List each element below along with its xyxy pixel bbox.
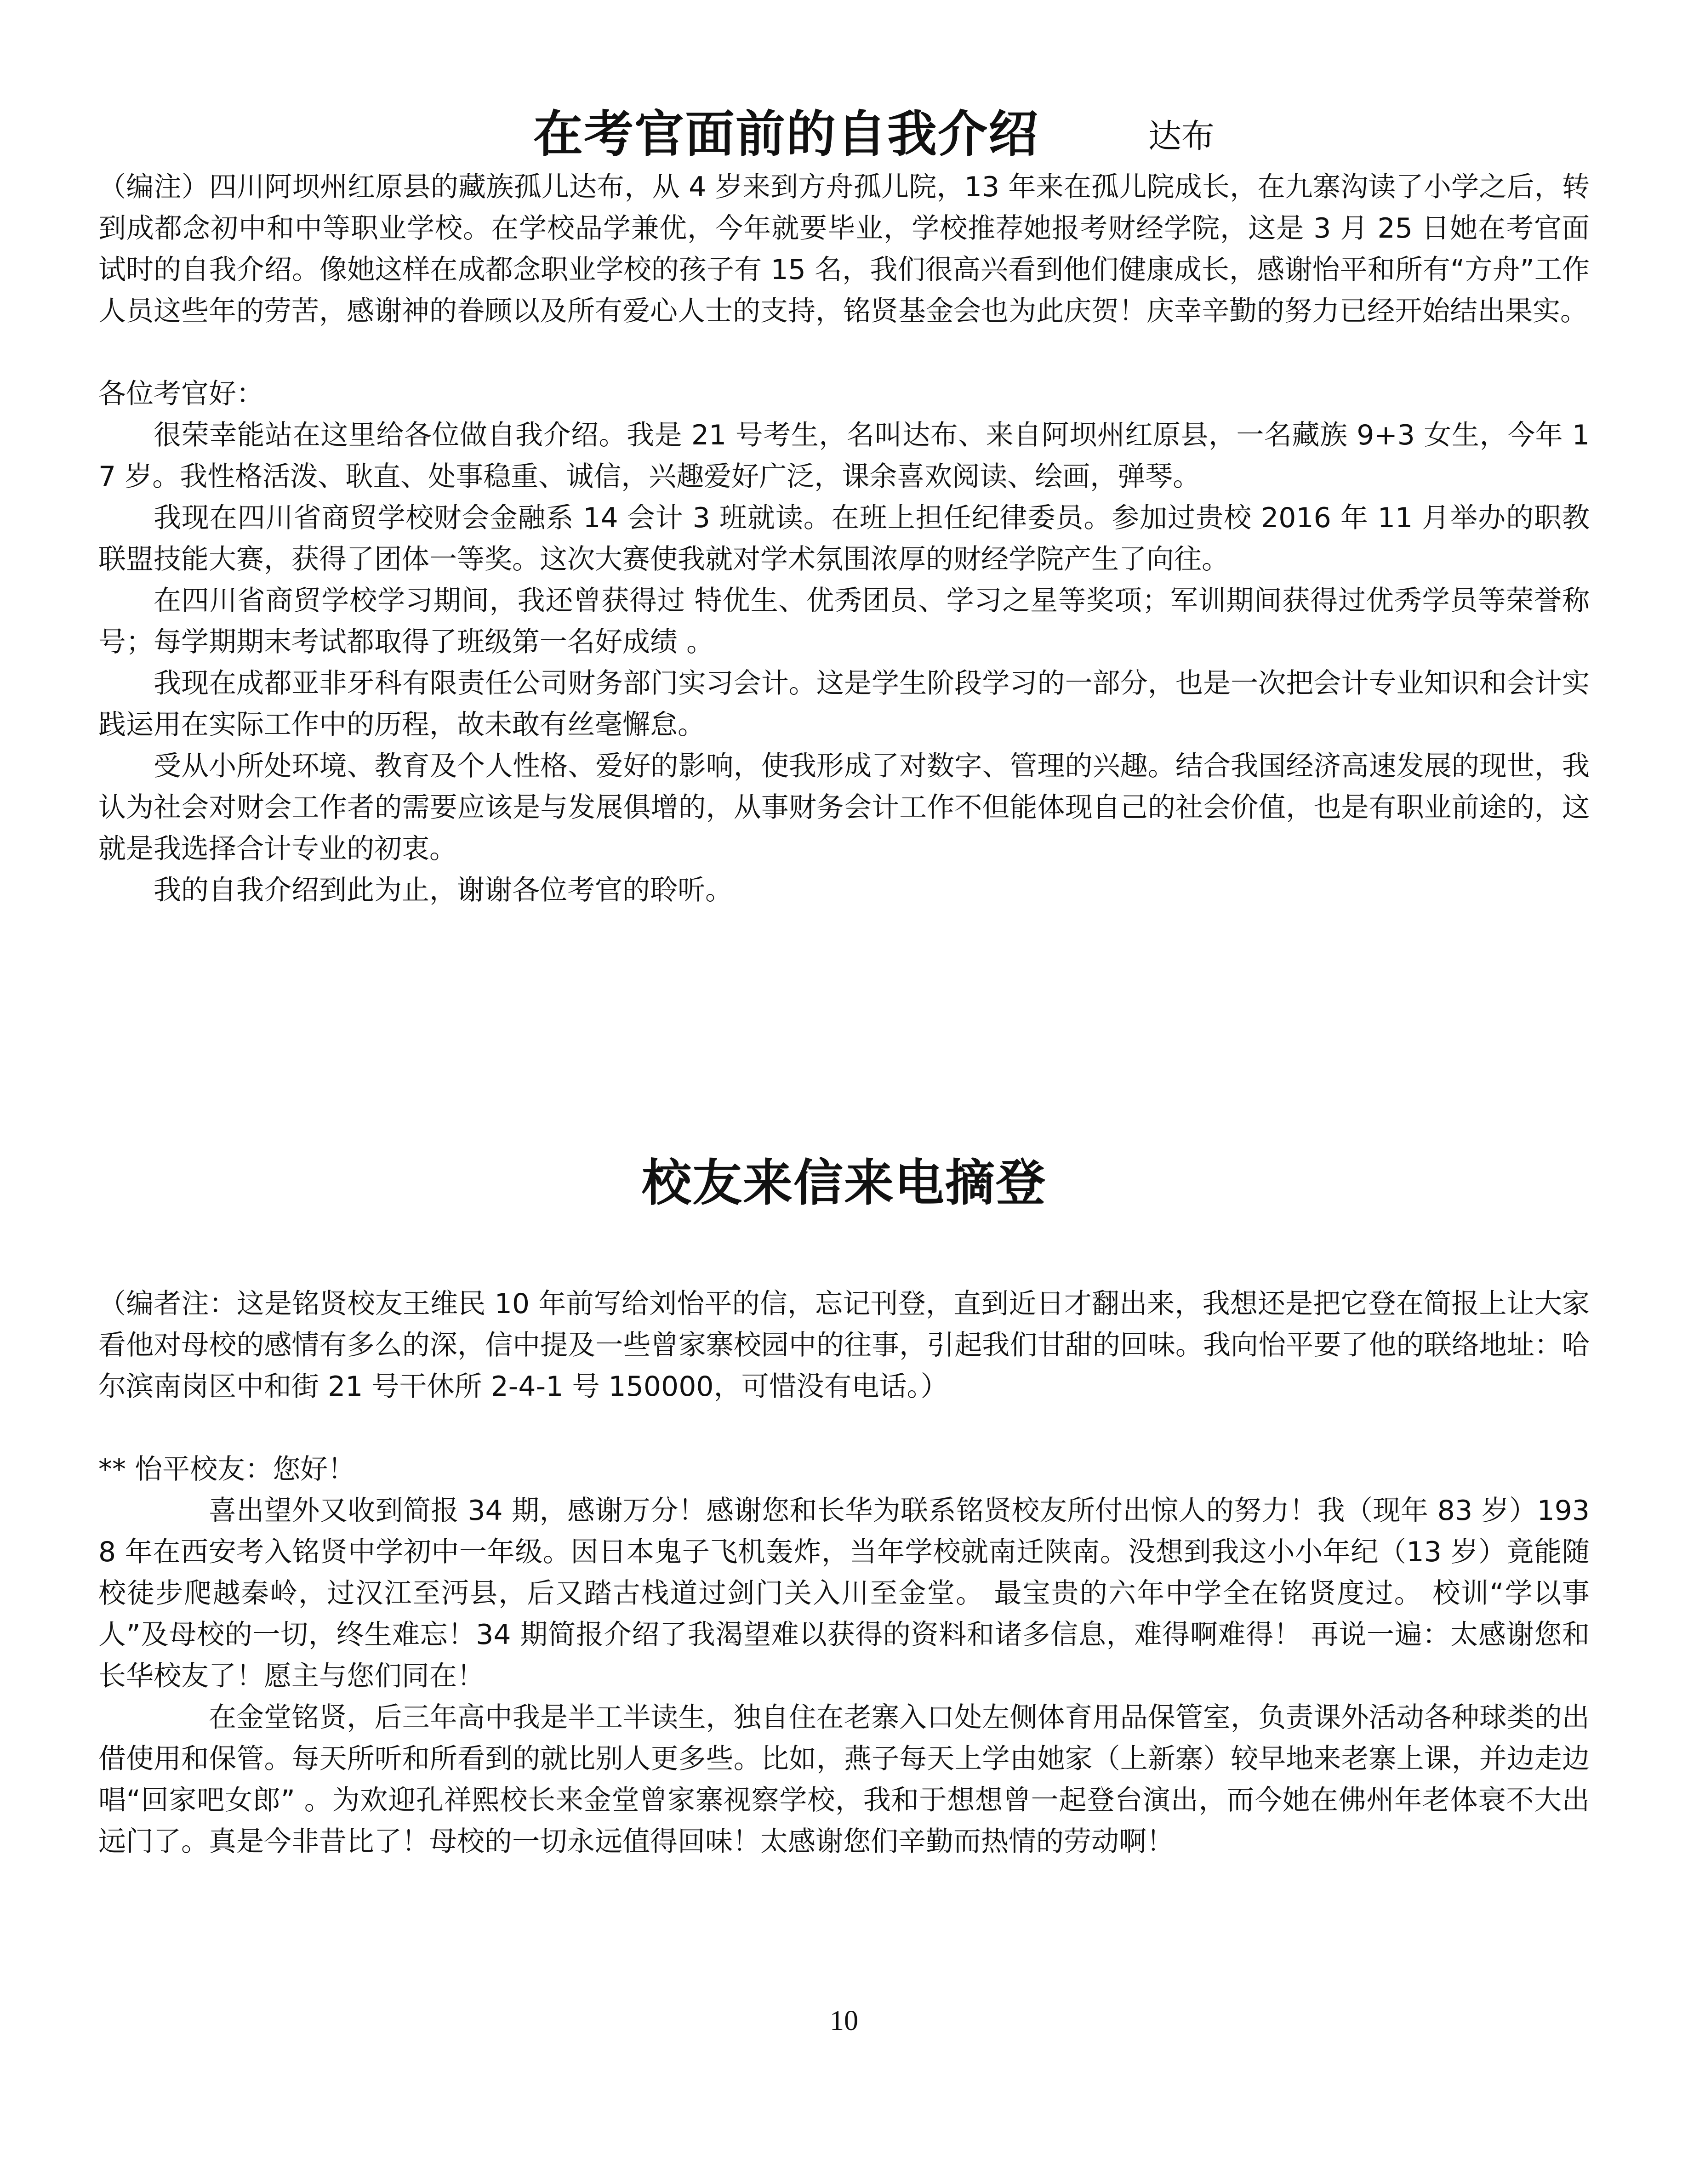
article-body — [98, 166, 1590, 911]
editor-note: （编者注：这是铭贤校友王维民 10 年前写给刘怡平的信，忘记刊登，直到近日才翻出来，我想还是把它登在简报上让大家看他对母校的感情有多么的深，信中提及一些曾家寨校园中的往事，引起我们甘甜的回味。我向怡平要了他的联络地址：哈尔滨南岗区中和街 21 号干休所 2-4-1 号 150000，可惜没有电话。） — [98, 1288, 1590, 1403]
article-author: 达布 — [1148, 117, 1215, 155]
letter-salutation: ** 怡平校友：您好！ — [98, 1453, 356, 1485]
paragraph: 我现在四川省商贸学校财会金融系 14 会计 3 班就读。在班上担任纪律委员。参加过贵校 2016 年 11 月举办的职教联盟技能大赛，获得了团体一等奖。这次大赛使我就对学术氛围浓厚的财经学院产生了向往。 — [98, 502, 1590, 575]
paragraph: 受从小所处环境、教育及个人性格、爱好的影响，使我形成了对数字、管理的兴趣。结合我国经济高速发展的现世，我认为社会对财会工作者的需要应该是与发展俱增的，从事财务会计工作不但能体现自己的社会价值，也是有职业前途的，这就是我选择合计专业的初衷。 — [98, 750, 1590, 865]
section-title: 校友来信来电摘登 — [641, 1155, 1046, 1212]
paragraph: 在四川省商贸学校学习期间，我还曾获得过 特优生、优秀团员、学习之星等奖项；军训期间获得过优秀学员等荣誉称号；每学期期末考试都取得了班级第一名好成绩 。 — [98, 585, 1590, 658]
page-number: 10 — [830, 2005, 858, 2036]
greeting: 各位考官好： — [98, 378, 264, 410]
paragraph: 我的自我介绍到此为止，谢谢各位考官的聆听。 — [154, 874, 733, 906]
letter-paragraph: 在金堂铭贤，后三年高中我是半工半读生，独自住在老寨入口处左侧体育用品保管室，负责课外活动各种球类的出借使用和保管。每天所听和所看到的就比别人更多些。比如，燕子每天上学由她家（上新寨）较早地来老寨上课，并边走边唱“回家吧女郎” 。为欢迎孔祥熙校长来金堂曾家寨视察学校，我和于想想曾一起登台演出，而今她在佛州年老体衰不大出远门了。真是今非昔比了！母校的一切永远值得回味！太感谢您们辛勤而热情的劳动啊！ — [98, 1701, 1590, 1858]
letter-body — [98, 1283, 1590, 1862]
paragraph: 我现在成都亚非牙科有限责任公司财务部门实习会计。这是学生阶段学习的一部分，也是一次把会计专业知识和会计实践运用在实际工作中的历程，故未敢有丝毫懈怠。 — [98, 667, 1590, 741]
letter-paragraph: 喜出望外又收到简报 34 期，感谢万分！感谢您和长华为联系铭贤校友所付出惊人的努力！我（现年 83 岁）1938 年在西安考入铭贤中学初中一年级。因日本鬼子飞机轰炸，当年学校就南迁陕南。没想到我这小小年纪（13 岁）竟能随校徒步爬越秦岭，过汉江至沔县，后又踏古栈道过剑门关入川至金堂。 最宝贵的六年中学全在铭贤度过。 校训“学以事人”及母校的一切，终生难忘！34 期简报介绍了我渴望难以获得的资料和诸多信息，难得啊难得！ 再说一遍：太感谢您和长华校友了！愿主与您们同在！ — [98, 1495, 1590, 1692]
paragraph: 很荣幸能站在这里给各位做自我介绍。我是 21 号考生，名叫达布、来自阿坝州红原县，一名藏族 9+3 女生，今年 17 岁。我性格活泼、耿直、处事稳重、诚信，兴趣爱好广泛，课余喜欢阅读、绘画，弹琴。 — [98, 419, 1590, 493]
article-title: 在考官面前的自我介绍 — [533, 106, 1039, 163]
editor-note: （编注）四川阿坝州红原县的藏族孤儿达布，从 4 岁来到方舟孤儿院，13 年来在孤儿院成长，在九寨沟读了小学之后，转到成都念初中和中等职业学校。在学校品学兼优，今年就要毕业，学校推荐她报考财经学院，这是 3 月 25 日她在考官面试时的自我介绍。像她这样在成都念职业学校的孩子有 15 名，我们很高兴看到他们健康成长，感谢怡平和所有“方舟”工作人员这些年的劳苦，感谢神的眷顾以及所有爱心人士的支持，铭贤基金会也为此庆贺！庆幸辛勤的努力已经开始结出果实。 — [98, 171, 1590, 327]
